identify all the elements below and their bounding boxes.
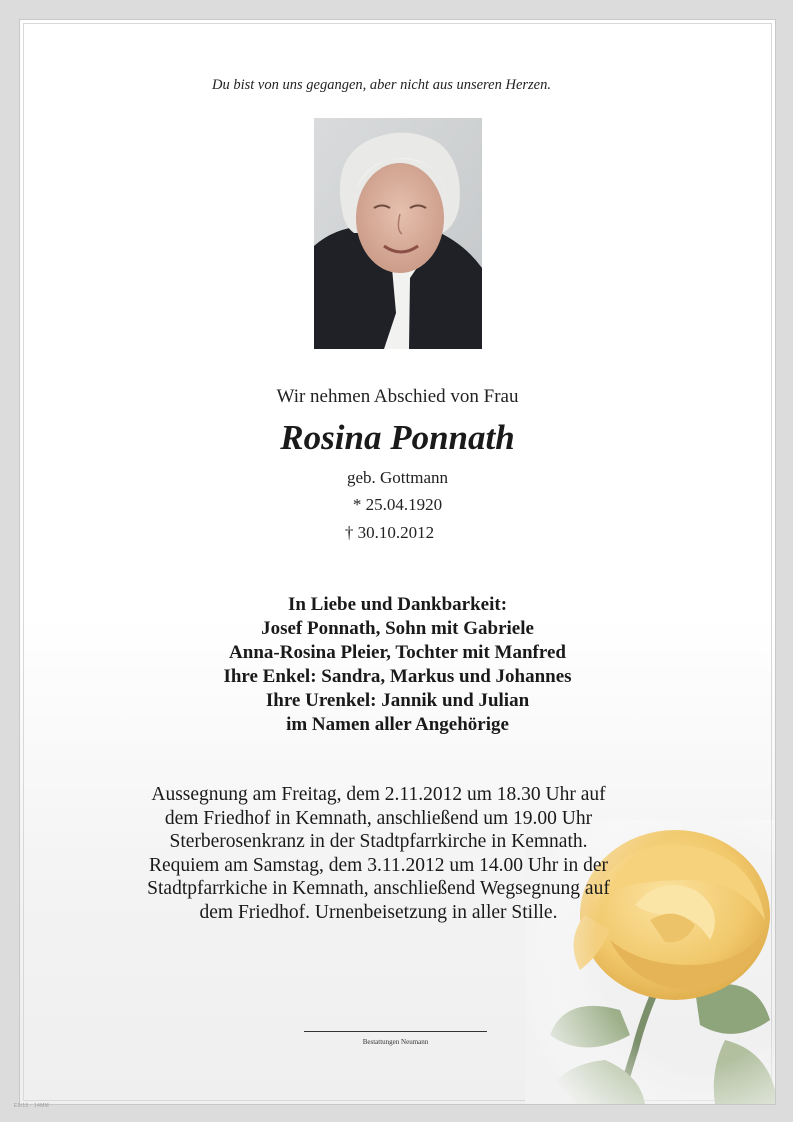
- birth-name: geb. Gottmann: [346, 468, 449, 487]
- farewell-intro: Wir nehmen Abschied von Frau: [276, 386, 519, 407]
- death-date: † 30.10.2012: [344, 523, 435, 542]
- undertaker-name: Bestattungen Neumann: [362, 1038, 429, 1046]
- mourners-line: im Namen aller Angehörige: [286, 714, 509, 735]
- service-details: [19, 783, 756, 925]
- portrait-photo: [314, 118, 482, 349]
- mourners-block: [20, 593, 775, 737]
- service-line: Requiem am Samstag, dem 3.11.2012 um 14.00 Uhr in der: [148, 854, 609, 876]
- service-line: dem Friedhof. Urnenbeisetzung in aller Stille.: [199, 901, 558, 923]
- mourners-line: Josef Ponnath, Sohn mit Gabriele: [261, 618, 534, 639]
- birth-date: * 25.04.1920: [352, 495, 443, 514]
- mourners-line: In Liebe und Dankbarkeit:: [287, 594, 508, 615]
- mourners-line: Ihre Enkel: Sandra, Markus und Johannes: [223, 666, 572, 687]
- deceased-name: Rosina Ponnath: [280, 418, 515, 457]
- obituary-card: [19, 19, 776, 1105]
- signature-line: [304, 1031, 487, 1032]
- service-line: dem Friedhof in Kemnath, anschließend um 19.00 Uhr: [164, 807, 593, 829]
- print-code: E9/15 · 14MM: [14, 1103, 50, 1109]
- service-line: Stadtpfarrkiche in Kemnath, anschließend Wegsegnung auf: [147, 878, 610, 900]
- service-line: Sterberosenkranz in der Stadtpfarrkirche in Kemnath.: [169, 831, 588, 853]
- mourners-line: Ihre Urenkel: Jannik und Julian: [265, 690, 530, 711]
- mourners-line: Anna-Rosina Pleier, Tochter mit Manfred: [229, 642, 566, 663]
- motto: Du bist von uns gegangen, aber nicht aus unseren Herzen.: [212, 77, 551, 93]
- service-line: Aussegnung am Freitag, dem 2.11.2012 um 18.30 Uhr auf: [151, 784, 606, 805]
